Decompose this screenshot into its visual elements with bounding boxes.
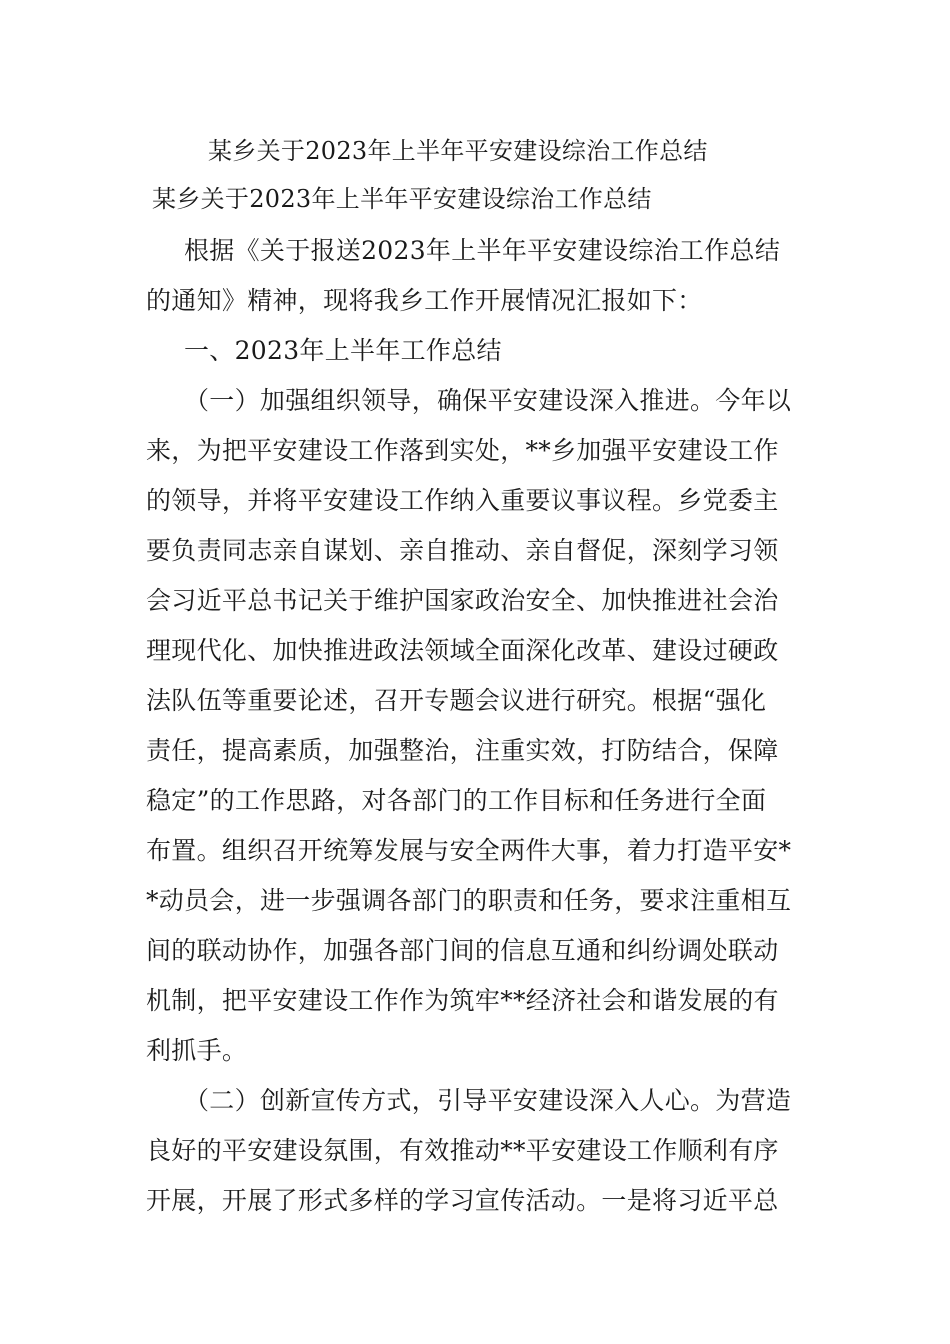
section-heading: 一、2023年上半年工作总结	[184, 336, 502, 365]
document-title: 某乡关于2023年上半年平安建设综治工作总结	[208, 137, 708, 165]
paragraph-line: 布置。组织召开统筹发展与安全两件大事，着力打造平安*	[146, 836, 792, 865]
paragraph-line: 理现代化、加快推进政法领域全面深化改革、建设过硬政	[146, 636, 779, 665]
paragraph-line: *动员会，进一步强调各部门的职责和任务，要求注重相互	[146, 886, 792, 915]
paragraph-line: 开展，开展了形式多样的学习宣传活动。一是将习近平总	[146, 1186, 779, 1215]
paragraph-line: 间的联动协作，加强各部门间的信息互通和纠纷调处联动	[146, 936, 779, 965]
paragraph-line: 责任，提高素质，加强整治，注重实效，打防结合，保障	[146, 736, 779, 765]
paragraph-line: 稳定”的工作思路，对各部门的工作目标和任务进行全面	[146, 786, 767, 815]
paragraph-line: 机制，把平安建设工作作为筑牢**经济社会和谐发展的有	[146, 986, 779, 1015]
paragraph-line: 根据《关于报送2023年上半年平安建设综治工作总结	[184, 236, 781, 265]
paragraph-line: 会习近平总书记关于维护国家政治安全、加快推进社会治	[146, 586, 779, 615]
paragraph-line: （一）加强组织领导，确保平安建设深入推进。今年以	[184, 386, 792, 415]
paragraph-line: 来，为把平安建设工作落到实处，**乡加强平安建设工作	[146, 436, 779, 465]
document-subtitle: 某乡关于2023年上半年平安建设综治工作总结	[152, 185, 652, 213]
paragraph-line: 良好的平安建设氛围，有效推动**平安建设工作顺利有序	[146, 1136, 779, 1165]
paragraph-line: 利抓手。	[146, 1036, 248, 1065]
paragraph-line: 的领导，并将平安建设工作纳入重要议事议程。乡党委主	[146, 486, 779, 515]
paragraph-line: 的通知》精神，现将我乡工作开展情况汇报如下：	[146, 286, 703, 315]
paragraph-line: 法队伍等重要论述，召开专题会议进行研究。根据“强化	[146, 686, 767, 715]
paragraph-line: 要负责同志亲自谋划、亲自推动、亲自督促，深刻学习领	[146, 536, 779, 565]
paragraph-line: （二）创新宣传方式，引导平安建设深入人心。为营造	[184, 1086, 792, 1115]
